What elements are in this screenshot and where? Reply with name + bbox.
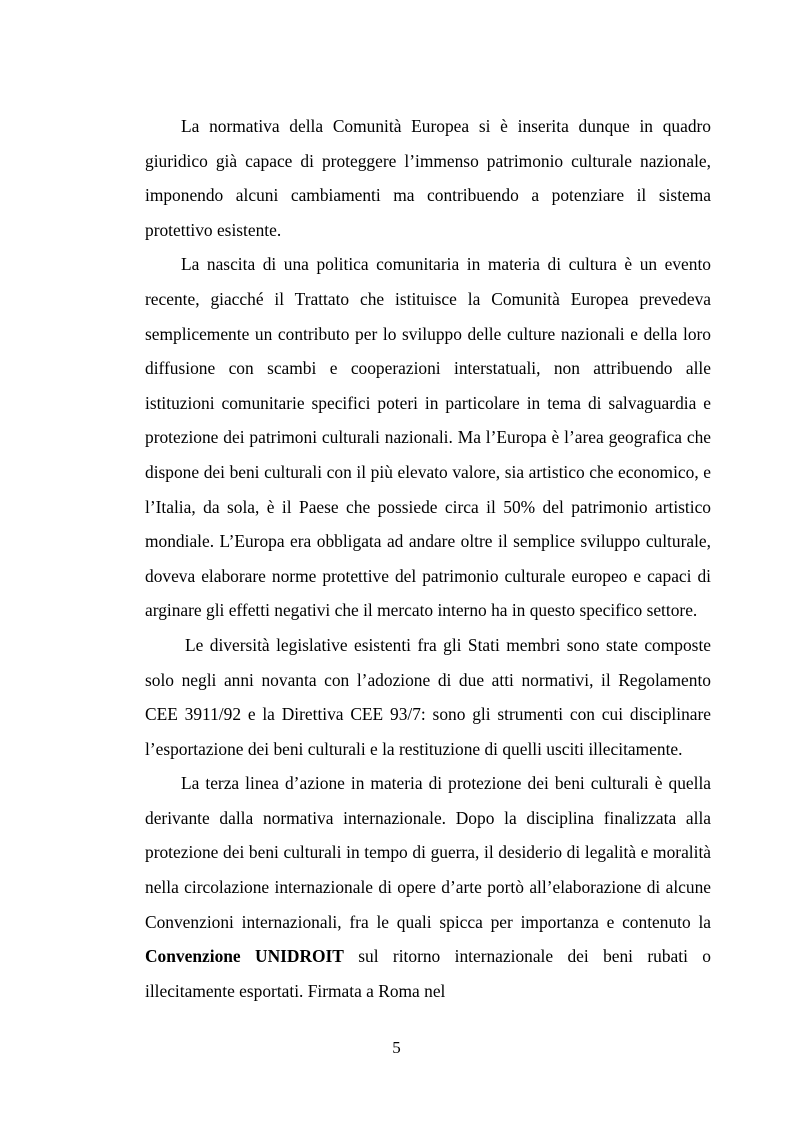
- paragraph-2: La nascita di una politica comunitaria in materia di cultura è un evento recente, giacché il Trattato che istituisce la Comunità Europea prevedeva semplicemente un contributo per lo sviluppo delle culture nazionali e della loro diffusione con scambi e cooperazioni interstatuali, non attribuendo alle istituzioni comunitarie specifici poteri in particolare in tema di salvaguardia e protezione dei patrimoni culturali nazionali. Ma l’Europa è l’area geografica che dispone dei beni culturali con il più elevato valore, sia artistico che economico, e l’Italia, da sola, è il Paese che possiede circa il 50% del patrimonio artistico mondiale. L’Europa era obbligata ad andare oltre il semplice sviluppo culturale, doveva elaborare norme protettive del patrimonio culturale europeo e capaci di arginare gli effetti negativi che il mercato interno ha in questo specifico settore.: [145, 254, 711, 621]
- paragraph-4-text-before: La terza linea d’azione in materia di protezione dei beni culturali è quella derivante dalla normativa internazionale. Dopo la disciplina finalizzata alla protezione dei beni culturali in tempo di guerra, il desiderio di legalità e moralità nella circolazione internazionale di opere d’arte portò all’elaborazione di alcune Convenzioni internazionali, fra le quali spicca per importanza e contenuto la: [145, 773, 711, 932]
- paragraph-4: [145, 766, 711, 1008]
- paragraph-4-text-after: sul ritorno internazionale dei beni rubati o illecitamente esportati. Firmata a Roma nel: [145, 946, 711, 1001]
- convention-name: Convenzione UNIDROIT: [145, 946, 344, 967]
- paragraph-1: La normativa della Comunità Europea si è inserita dunque in quadro giuridico già capace di proteggere l’immenso patrimonio culturale nazionale, imponendo alcuni cambiamenti ma contribuendo a potenziare il sistema protettivo esistente.: [145, 116, 711, 240]
- body-text: [145, 109, 711, 1008]
- paragraph-3: Le diversità legislative esistenti fra gli Stati membri sono state composte solo negli anni novanta con l’adozione di due atti normativi, il Regolamento CEE 3911/92 e la Direttiva CEE 93/7: sono gli strumenti con cui disciplinare l’esportazione dei beni culturali e la restituzione di quelli usciti illecitamente.: [145, 634, 711, 759]
- page-number: 5: [392, 1038, 401, 1057]
